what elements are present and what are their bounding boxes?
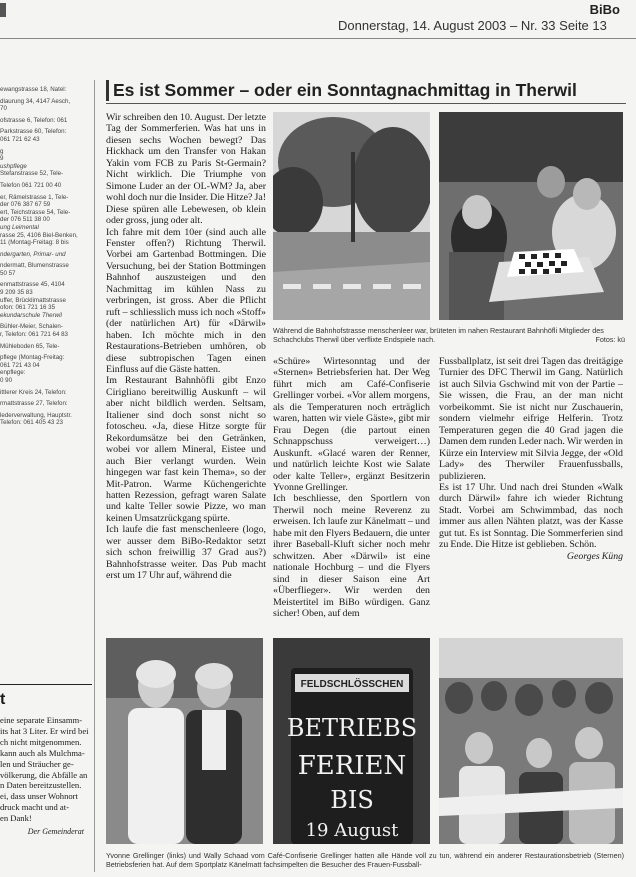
strip-line: Telefon 061 721 00 40 (0, 181, 62, 189)
strip-line: ung Leimental (0, 223, 39, 231)
strip-line: ert, Teichstrasse 54, Tele- (0, 208, 71, 216)
sign-line-1: BETRIEBS (286, 714, 418, 742)
paragraph: Fussballplatz, ist seit drei Tagen das dreitägige Turnier des DFC Therwil im Gang. Natürlich ist auch Silvia Gschwind mit von der Partie – Sie wissen, die Frau, an der man nicht vorbeikommt. Sie ist nicht nur Zuschauerin, sondern vielmehr eifrige Helferin. Trotz Temperaturen gegen die 40 Grad jagen die Damen dem runden Leder nach. Wir werden in Kürze ein Interview mit Silvia Jegge, der «Old Lady» des Therwiler Frauenfussballs, publizieren. (439, 356, 623, 482)
strip-line: pflege (Montag-Freitag: (0, 354, 65, 362)
strip-line: 50 57 (0, 269, 16, 277)
staff-photo-image (106, 638, 263, 844)
sign-line-2: FERIEN (297, 751, 407, 781)
paragraph: Im Restaurant Bahnhöfli gibt Enzo Cirigliano bereitwillig Auskunft – wil aber nicht bildlich werden. Seltsam, Italiener sind doch sonst nicht so fotoscheu. «Ja, diese Hitze sorgte für Rekordumsätze bei den Getränken, wobei vor allem Mineral, Eistee und auch Bier verlangt wurden. Wein hingegen war fast kein Thema», so der Mit-Patron. Warme Küchengerichte hatten Rezession, gefragt waren Salate und kalte Teller sowie Pizze, wo man keinen Umsatzrückgang spürte. (106, 375, 266, 524)
notice-signature: Der Gemeinderat (27, 827, 84, 837)
notice-body (0, 715, 92, 824)
strip-line: Mühleboden 65, Tele- (0, 342, 60, 350)
paragraph: Ich laufe die fast menschenleere (logo, wer ausser dem BiBo-Redaktor setzt sich schon freiwillig 37 Grad aus?) Bahnhofstrasse weiter. Das Pub macht erst um 17 Uhr auf, während die (106, 524, 266, 582)
strip-line: enmattstrasse 45, 4104 (0, 281, 65, 289)
strip-line: 9 209 35 83 (0, 289, 33, 297)
header-rule (0, 38, 636, 39)
strip-line: ushpflege (0, 162, 27, 170)
sign-board-image (273, 638, 430, 844)
strip-line: ekundarschule Therwil (0, 311, 62, 319)
strip-line: der 076 511 38 00 (0, 216, 50, 224)
strip-line: Bühler-Meier, Schalen- (0, 323, 63, 331)
notice-line: len und Sträucher ge- (0, 758, 74, 769)
article-headline: Es ist Sommer – oder ein Sonntagnachmittag in Therwil (106, 80, 631, 101)
strip-line: r, Telefon: 061 721 64 83 (0, 331, 69, 339)
bottom-photo-caption: Yvonne Grellinger (links) und Wally Schaad vom Café-Confiserie Grellinger hatten alle Hände voll zu tun, während ein anderer Restaurationsbetrieb (Sternen) Betriebsferien hat. Auf dem Sportplatz Känelmatt fachsimpelten die Besucher des Frauen-Fussball- (106, 851, 624, 870)
page-edge-marker (0, 3, 6, 17)
top-photo-caption (273, 326, 625, 345)
strip-line: der 076 387 67 59 (0, 201, 51, 209)
article-column-1 (106, 112, 266, 582)
strip-line: Telefon: 061 405 43 23 (0, 419, 63, 427)
chess-photo-image (439, 112, 623, 320)
notice-line: n Daten bereitzustellen. (0, 780, 82, 791)
strip-line: 0 90 (0, 377, 13, 384)
photo-grellinger-staff (106, 638, 263, 844)
sign-brand: FELDSCHLÖSSCHEN (300, 679, 404, 690)
notice-line: ei, dass unser Wohnort (0, 791, 78, 802)
notice-title: t (0, 691, 6, 708)
paragraph: Ich beschliesse, den Sportlern von Therwil noch meine Reverenz zu erweisen. Ich laufe zur Känelmatt – und habe mit den Flyers Bedauern, die unter ihrer Baseball-Kluft sicher noch mehr schwitzen. Aber «Därwil» ist eine nationale Hochburg – und die Flyers sind in dieser Saison eine Art «Überflieger». Wir werden den Meistertitel im BiBo würdigen. Ganz sicher! Oben, auf dem (273, 493, 430, 619)
strip-line: 061 721 62 43 (0, 135, 40, 143)
left-strip (0, 86, 92, 427)
headline-rule (106, 103, 626, 104)
strip-line: 9 (0, 155, 4, 163)
strip-line: Parkstrasse 60, Telefon: (0, 128, 67, 136)
paragraph: Es ist 17 Uhr. Und nach drei Stunden «Walk durch Därwil» fahre ich wieder Richtung Stadt. Vorbei am Schwimmbad, das noch immer aus allen Nähten platzt, was der Kasse gut tut. Es ist Sonntag. Die Sommerferien sind zu Ende. Die Hitze ist geblieben. Schön. (439, 481, 623, 551)
strip-line: dlaurung 34, 4147 Aesch, (0, 97, 71, 105)
strip-line: ewangstrasse 18, Natel: (0, 86, 67, 93)
strip-line: Stefanstrasse 52, Tele- (0, 170, 64, 178)
paragraph: Ich fahre mit dem 10er (sind auch alle Fenster offen?) Richtung Therwil. Vorbei am Gartenbad Bottmingen. Die Versuchung, bei der Station Bottmingen Bahnhof auszusteigen und den Nachmittag im kühlen Nass zu verbringen, ist gross. Aber die Pflicht ruft – schliesslich muss ich noch «Stoff» (der natürlichen Art) für «Därwil» haben. Ich möchte mich in den Restaurations-Betrieben umhören, ob diese subtropischen Tagen einen Einfluss auf die Gäste hatten. (106, 226, 266, 375)
notice-line: kann auch als Mulchma- (0, 747, 85, 758)
strip-line: er, Rämelstrasse 1, Tele- (0, 193, 69, 201)
brand-logo: BiBo (589, 2, 620, 17)
column-divider (94, 80, 95, 872)
strip-line: enpflege: (0, 369, 26, 377)
article-column-3 (439, 356, 623, 562)
notice-line: ch nicht mitgenommen. (0, 736, 82, 747)
article-column-2 (273, 356, 430, 619)
sign-line-3: BIS (330, 786, 374, 814)
sign-line-4: 19 August (305, 820, 399, 841)
notice-line: its hat 3 Liter. Er wird bei (0, 725, 89, 736)
author-signature: Georges Küng (566, 550, 623, 562)
strip-line: ndermatt, Blumenstrasse (0, 262, 69, 270)
strip-line: ofon: 061 721 16 35 (0, 304, 56, 312)
caption-text: Während die Bahnhofstrasse menschenleer war, brüteten im nahen Restaurant Bahnhöfli Mitglieder des Schachclubs Therwil über verflixte Endspiele nach. (273, 326, 604, 345)
strip-line: 70 (0, 105, 7, 113)
left-strip-notice (0, 684, 92, 836)
paragraph: Wir schreiben den 10. August. Der letzte Tag der Sommerferien. Was hat uns in diesen sechs Wochen bewegt? Das Hickhack um den Transfer von Hakan Yakin vom FCB zu Paris St-Germain? Nicht wirklich. Die Triumphe von Simone Luder an der OL-WM? Ja, aber wohl doch nur die Insider. Die Hitze? Ja! Diese spüren alle Lebewesen, ob klein oder gross, jung oder alt. (106, 112, 266, 227)
strip-line: 061 721 43 04 (0, 361, 40, 369)
strip-line: uffer, Brücklimattstrasse (0, 296, 66, 304)
strip-line: lederverwaltung, Hauptstr. (0, 411, 72, 419)
photo-credit: Fotos: kü (595, 335, 625, 345)
dateline: Donnerstag, 14. August 2003 – Nr. 33 Seite 13 (338, 18, 607, 33)
strip-line: ittlerer Kreis 24, Telefon: (0, 388, 67, 396)
photo-bahnhofstrasse (273, 112, 430, 320)
strip-line: ofstrasse 6, Telefon: 061 (0, 116, 68, 124)
notice-line: völkerung, die Abfälle an (0, 769, 88, 780)
strip-line: rasse 25, 4106 Biel-Benken, (0, 231, 78, 239)
notice-line: eine separate Einsamm- (0, 715, 83, 725)
strip-line: rmattstrasse 27, Telefon: (0, 400, 68, 408)
strip-line: 11 (Montag-Freitag: 8 bis (0, 239, 69, 247)
photo-sign-board (273, 638, 430, 844)
photo-sports-crowd (439, 638, 623, 844)
photo-chess-club (439, 112, 623, 320)
street-photo-image (273, 112, 430, 320)
strip-line: g (0, 147, 4, 155)
paragraph: «Schüre» Wirtesonntag und der «Sternen» Betriebsferien hat. Der Weg führt mich am Café-Confiserie Grellinger vorbei. «Vor allem morgens, als die Temperaturen noch erträglich waren, hatten wir viele Gäste», gibt mir Frau Degen (die partout einen Schnappschuss verweigert…) Auskunft. «Glacé waren der Renner, und natürlich leichte Kost wie Salate oder kalte Teller», ergänzt Besitzerin Yvonne Grellinger. (273, 356, 430, 493)
strip-line: ndergarten, Primar- und (0, 250, 66, 258)
notice-line: druck macht und at- (0, 802, 69, 813)
crowd-photo-image (439, 638, 623, 844)
notice-line: en Dank! (0, 813, 32, 824)
